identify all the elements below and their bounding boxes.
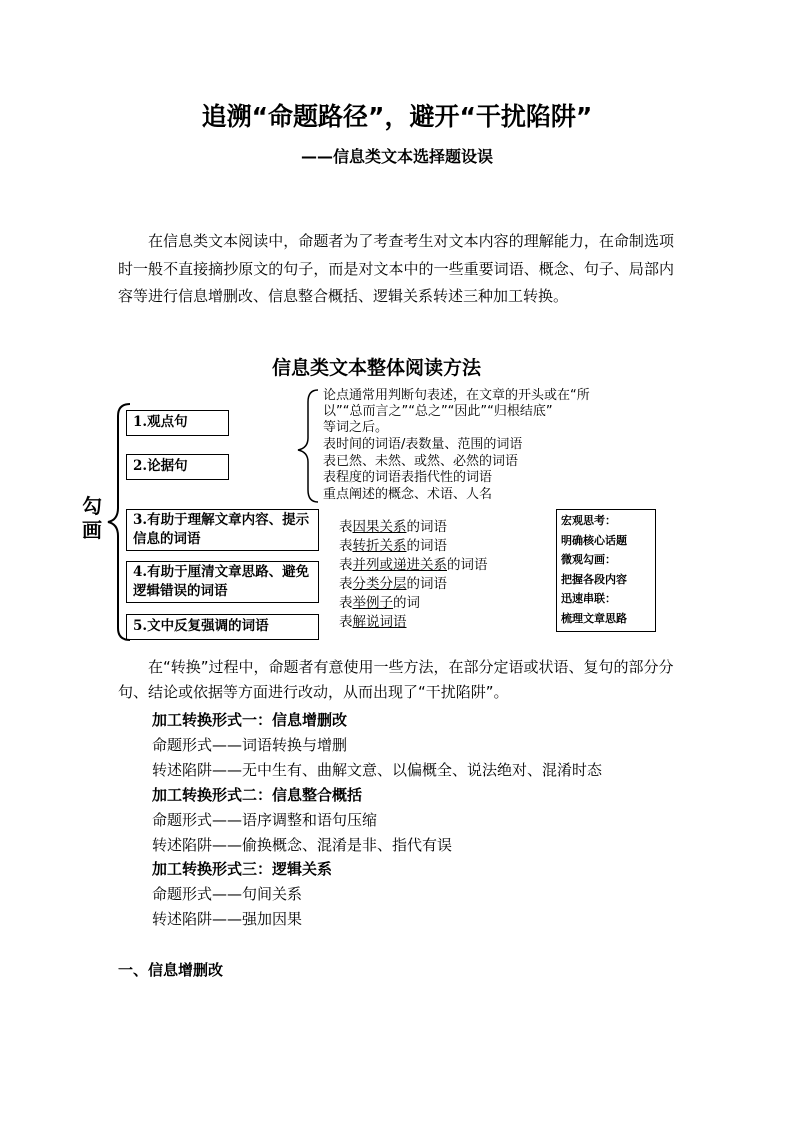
diagram-note: 表时间的词语/表数量、范围的词语 — [323, 437, 523, 452]
side-line: 宏观思考： — [561, 514, 616, 527]
side-line: 把握各段内容 — [561, 572, 627, 586]
form-heading-1: 加工转换形式一：信息增删改 — [152, 711, 348, 729]
diagram-hint: 表分类分层的词语 — [339, 576, 447, 592]
diagram-hint: 表并列或递进关系的词语 — [339, 557, 488, 573]
form-heading-3: 加工转换形式三：逻辑关系 — [152, 860, 333, 878]
page-title: 追溯“命题路径”，避开“干扰陷阱” — [201, 102, 593, 131]
diagram-box-1: 1.观点句 — [126, 410, 229, 436]
diagram-note: 表程度的词语表指代性的词语 — [323, 470, 493, 485]
diagram-hint: 表解说词语 — [339, 614, 407, 630]
diagram-note: 重点阐述的概念、术语、人名 — [323, 487, 493, 502]
diagram-note: 等词之后。 — [323, 420, 389, 435]
diagram-hint: 表因果关系的词语 — [339, 519, 447, 535]
form-type-1: 命题形式——词语转换与增删 — [152, 736, 348, 754]
diagram-vertical-label: 勾画 — [82, 494, 102, 542]
side-line: 微观勾画： — [561, 553, 616, 566]
diagram-box-2: 2.论据句 — [126, 454, 229, 480]
form-trap-2: 转述陷阱——偷换概念、混淆是非、指代有误 — [152, 836, 453, 854]
diagram-note: 论点通常用判断句表述，在文章的开头或在“所 — [323, 388, 590, 403]
diagram-side-box — [556, 509, 656, 632]
diagram-note: 表已然、未然、或然、必然的词语 — [323, 454, 519, 469]
diagram-hint: 表举例子的词 — [339, 595, 420, 611]
diagram-note: 以”“总而言之”“总之”“因此”“归根结底” — [323, 404, 553, 419]
side-line: 明确核心话题 — [561, 533, 627, 547]
form-trap-1: 转述陷阱——无中生有、曲解文意、以偏概全、说法绝对、混淆时态 — [152, 761, 603, 779]
diagram-box-5: 5.文中反复强调的词语 — [126, 614, 319, 640]
form-heading-2: 加工转换形式二：信息整合概括 — [152, 786, 363, 804]
intro-paragraph: 在信息类文本阅读中，命题者为了考查考生对文本内容的理解能力，在命制选项时一般不直接摘抄原文的句子，而是对文本中的一些重要词语、概念、句子、局部内容等进行信息增删改、信息整合概括、逻辑关系转述三种加工转换。 — [118, 232, 674, 305]
form-trap-3: 转述陷阱——强加因果 — [152, 910, 303, 928]
section-heading-1: 一、信息增删改 — [118, 961, 224, 979]
form-type-2: 命题形式——语序调整和语句压缩 — [152, 811, 378, 829]
right-brace-icon — [298, 390, 318, 502]
diagram-box-4: 4.有助于厘清文章思路、避免逻辑错误的词语 — [126, 561, 319, 603]
form-type-3: 命题形式——句间关系 — [152, 885, 303, 903]
diagram-hint: 表转折关系的词语 — [339, 538, 447, 554]
side-line: 梳理文章思路 — [561, 611, 627, 625]
diagram-title: 信息类文本整体阅读方法 — [272, 357, 482, 379]
side-line: 迅速串联： — [561, 592, 616, 605]
transform-paragraph: 在“转换”过程中，命题者有意使用一些方法，在部分定语或状语、复句的部分分句、结论或依据等方面进行改动，从而出现了“干扰陷阱”。 — [118, 658, 674, 701]
page-subtitle: ——信息类文本选择题设误 — [300, 147, 493, 166]
diagram-box-3: 3.有助于理解文章内容、提示信息的词语 — [126, 509, 319, 551]
